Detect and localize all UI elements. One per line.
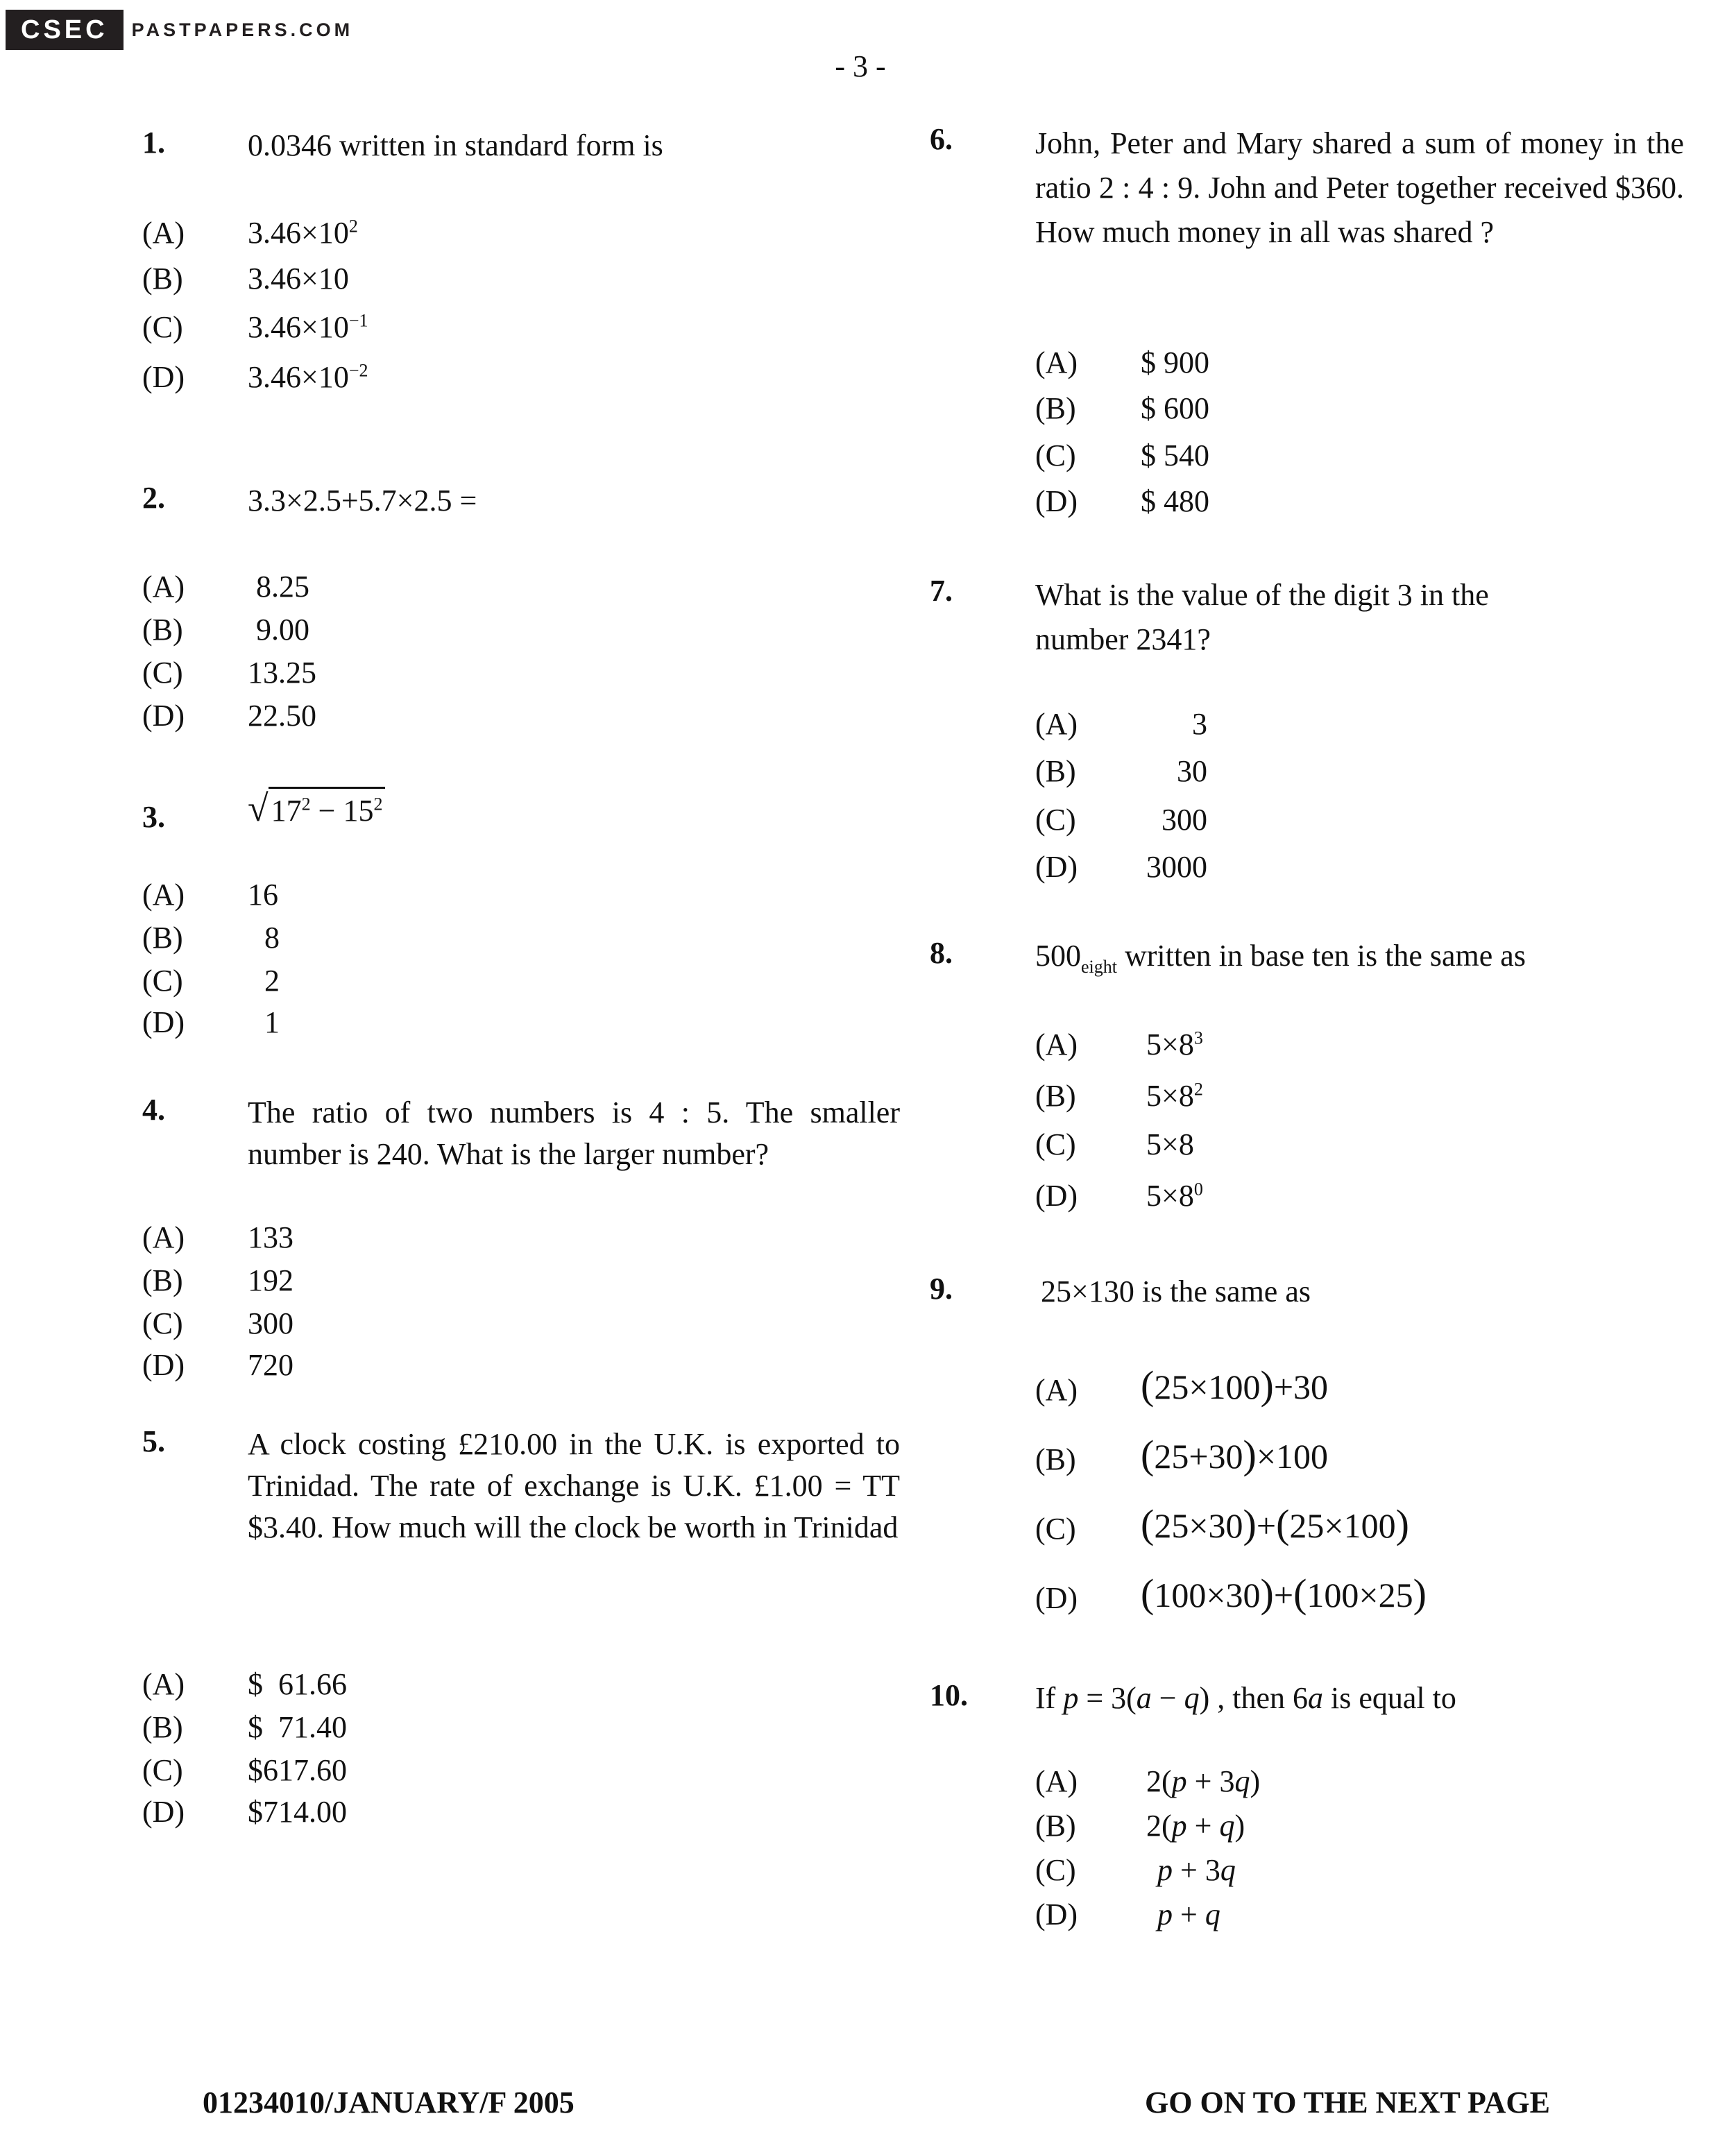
option-label: (B) [142,921,183,955]
option-value: 8.25 [256,570,309,604]
option-label: (D) [142,1795,185,1829]
operator: + [1273,1576,1294,1614]
question-2 [142,480,905,744]
question-number: 3. [142,800,165,834]
question-text: If p = 3(a − q) , then 6a is equal to [1035,1681,1456,1715]
option-base: 5×8 [1146,1079,1194,1113]
option-label: (C) [1035,1512,1076,1546]
question-text: 0.0346 written in standard form is [248,128,663,162]
option-label: (C) [1035,1853,1076,1887]
option-base: 5×8 [1146,1127,1194,1161]
option-label: (B) [142,262,183,296]
question-text: A clock costing £210.00 in the U.K. is exported to Trinidad. The rate of exchange is U.K. £1.00 = TT $3.40. How much will the clock be worth in Trinidad [248,1427,900,1544]
option-label: (D) [1035,1581,1078,1615]
option-label: (D) [1035,850,1078,884]
question-number: 1. [142,126,165,160]
question-8 [930,935,1693,1240]
option-exponent: −1 [348,310,368,331]
question-6 [930,121,1693,538]
logo-csec: CSEC [6,10,124,50]
option-exponent: 2 [348,216,358,237]
option-value: 1 [264,1005,280,1039]
option-label: (A) [1035,1027,1078,1061]
question-number: 6. [930,122,953,156]
option-value: 3 [1192,707,1207,741]
radical-sign: √ [248,787,269,829]
question-number: 8. [930,936,953,970]
option-value: 192 [248,1263,293,1297]
option-exponent: 2 [1193,1079,1203,1100]
group-1: 100×30 [1154,1576,1261,1614]
option-label: (B) [142,1263,183,1297]
question-10: 10. If p = 3(a − q) , then 6a is equal to (A) 2(p + 3q) (B) 2(p + q) (C) p + 3q (D) p + q [930,1678,1693,1969]
option-value: 2 [264,964,280,998]
question-number: 5. [142,1424,165,1458]
option-label: (D) [142,360,185,394]
option-label: (B) [142,613,183,647]
group-2: 25×100 [1289,1506,1396,1545]
option-label: (A) [142,570,185,604]
option-label: (C) [142,1306,183,1340]
option-value: $714.00 [248,1795,347,1829]
option-value: $617.60 [248,1753,347,1787]
question-text: What is the value of the digit 3 in the number 2341? [1035,578,1489,656]
question-number: 10. [930,1678,968,1712]
option-base: 3.46×10 [248,216,349,250]
option-exponent: 0 [1193,1179,1203,1200]
option-label: (A) [1035,346,1078,379]
group-1: 25×100 [1154,1367,1261,1406]
option-base: 5×8 [1146,1179,1194,1213]
option-label: (B) [1035,1079,1076,1113]
page-number: - 3 - [835,49,886,83]
logo-site-name: PASTPAPERS.COM [131,19,354,40]
option-value: 9.00 [256,613,309,647]
option-label: (B) [1035,391,1076,425]
radicand: $17^2 - 15^2$ [269,787,386,832]
option-label: (B) [1035,1442,1076,1476]
option-label: (D) [142,1348,185,1382]
option-label: (A) [1035,1373,1078,1407]
option-base: 5×8 [1146,1027,1194,1061]
question-text [248,787,872,832]
option-label: (C) [1035,1127,1076,1161]
group-1: 25×30 [1154,1506,1243,1545]
option-value: $ 61.66 [248,1667,347,1701]
question-text: The ratio of two numbers is 4 : 5. The smaller number is 240. What is the larger number? [248,1095,900,1171]
question-text: 3.3×2.5+5.7×2.5 = [248,484,477,518]
option-label: (C) [1035,438,1076,472]
option-value: 30 [1177,754,1207,788]
option-value: $ 900 [1141,346,1209,379]
group-1: 25+30 [1154,1437,1243,1476]
option-value: 3000 [1146,850,1207,884]
option-value: $ 540 [1141,438,1209,472]
question-9: 9. 25×130 is the same as (A) (25×100)+30 (B) (25+30)×100 (C) (25×30)+(25×100) (D) (100×30)+(100×25) [930,1271,1693,1632]
footer-paper-code: 01234010/JANUARY/F 2005 [203,2085,575,2119]
question-number: 4. [142,1093,165,1127]
option-label: (D) [1035,484,1078,518]
option-label: (C) [142,964,183,998]
question-4 [142,1092,905,1397]
question-5 [142,1424,905,1868]
question-text: 25×130 is the same as [1041,1274,1311,1308]
footer-next-page: GO ON TO THE NEXT PAGE [1145,2085,1550,2119]
option-label: (B) [1035,1809,1076,1843]
option-base: 3.46×10 [248,262,349,296]
question-number: 9. [930,1272,953,1306]
question-1 [142,125,905,416]
option-label: (C) [1035,803,1076,837]
option-exponent: 3 [1193,1027,1203,1048]
option-exponent: −2 [348,360,368,381]
option-value: 720 [248,1348,293,1382]
operator: ×100 [1256,1437,1329,1476]
option-label: (A) [1035,707,1078,741]
option-value: 300 [1161,803,1207,837]
option-label: (C) [142,1753,183,1787]
option-label: (D) [1035,1179,1078,1213]
option-label: (A) [142,1667,185,1701]
question-text [1035,935,1660,977]
option-label: (A) [142,1220,185,1254]
option-value: 133 [248,1220,293,1254]
option-value: $ 600 [1141,391,1209,425]
option-label: (A) [142,878,185,912]
option-label: (D) [142,1005,185,1039]
option-label: (C) [142,656,183,690]
option-label: (B) [142,1710,183,1744]
group-2: 100×25 [1307,1576,1413,1614]
option-base: 3.46×10 [248,360,349,394]
base-number: 500 [1035,939,1081,973]
option-value: 16 [248,878,278,912]
question-text: John, Peter and Mary shared a sum of money in the ratio 2 : 4 : 9. John and Peter together received $360. How much money in all was shared ? [1035,126,1684,249]
option-label: (A) [142,216,185,250]
question-rest: written in base ten is the same as [1117,939,1526,973]
question-7 [930,573,1693,906]
option-label: (D) [1035,1897,1078,1931]
operator: +30 [1273,1367,1329,1406]
question-number: 2. [142,481,165,515]
option-value: 22.50 [248,699,316,733]
option-label: (B) [1035,754,1076,788]
option-value: 8 [264,921,280,955]
option-value: 300 [248,1306,293,1340]
option-base: 3.46×10 [248,310,349,344]
operator: + [1256,1506,1277,1545]
option-value: $ 71.40 [248,1710,347,1744]
option-label: (A) [1035,1764,1078,1798]
option-label: (D) [142,699,185,733]
site-logo[interactable] [6,10,353,50]
question-3 [142,787,905,1050]
option-value: 13.25 [248,656,316,690]
base-subscript: eight [1081,956,1117,977]
question-number: 7. [930,574,953,608]
option-value: $ 480 [1141,484,1209,518]
option-label: (C) [142,310,183,344]
